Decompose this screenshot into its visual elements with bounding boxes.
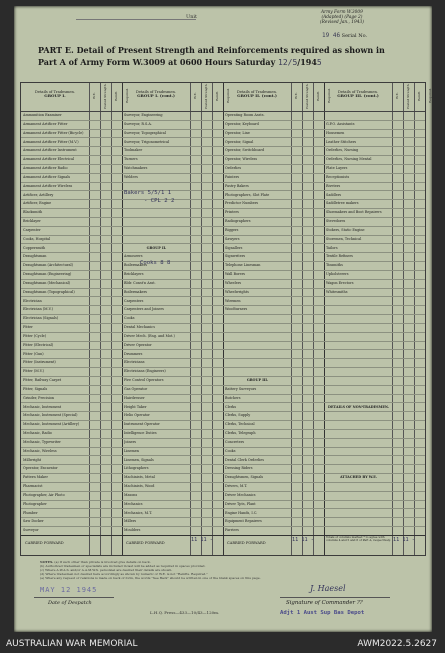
row-label: Boilermakers <box>124 289 147 294</box>
signature-label: Signature of Commander ?? <box>286 600 363 606</box>
row-label: Clerks <box>225 404 237 409</box>
row-label: Draughtsman (Topographical) <box>23 289 75 294</box>
sub-header: Posted Strength. <box>204 83 208 109</box>
form-sheet <box>14 6 432 632</box>
row-label: GROUP II. <box>146 245 167 250</box>
unit-label: Unit <box>186 14 198 20</box>
row-label: Wheelwrights <box>225 289 249 294</box>
row-label: Mechanic, Instrument (Special) <box>23 413 78 418</box>
row-label: Gas Operator <box>124 386 148 391</box>
title-part: PART E. <box>38 45 74 55</box>
row-label: Clerks, Telegraph <box>225 431 256 435</box>
row-label: Mechanics, M.T. <box>124 510 153 515</box>
row-label: ATTACHED BY W.E. <box>339 475 378 480</box>
strength-table <box>20 82 432 556</box>
carry-total-block-2: 11 11 - <box>191 537 213 543</box>
row-label: Coppersmith <box>23 245 46 250</box>
notes-block <box>40 560 400 580</box>
row-label: G.P.O. Assistants <box>326 121 355 126</box>
row-label: Bricklayer <box>23 219 41 223</box>
row-label: Joiners <box>124 439 137 444</box>
column-header-title: Details of Tradesmen. <box>337 90 379 94</box>
row-label: Farriers <box>225 528 239 533</box>
row-label: Drivers, M.T. <box>225 484 248 488</box>
sub-header: W.E. <box>193 92 197 100</box>
column-header-group: GROUP III. (cont.) <box>337 93 379 99</box>
row-label: Mechanic, Instrument <box>23 404 62 409</box>
despatch-line <box>34 597 114 598</box>
row-label: GROUP III. <box>246 378 269 382</box>
row-label: Woodturners <box>225 307 248 312</box>
row-label: Carpenter <box>23 227 41 232</box>
row-label: Armament Artificer Fitter <box>23 121 68 126</box>
column-header-title: Details of Tradesmen. <box>236 90 278 94</box>
sub-header: Reinft. Required. <box>417 88 432 104</box>
sub-header: Reinft. Required. <box>316 88 331 104</box>
row-label: Shoemakers and Boot Repairers <box>326 210 382 215</box>
row-label: Plumber <box>23 510 38 515</box>
row-label: Whitesmiths <box>326 289 348 294</box>
form-reference <box>320 10 364 25</box>
row-label: Instrument Operator <box>124 422 160 427</box>
row-label: Driver Mechanics <box>225 492 256 497</box>
row-label: Artificer, Artillery <box>23 192 54 197</box>
row-label: Blacksmith <box>23 210 43 215</box>
totals-note: Totals of columns marked * to agree with columns 4 and 5 and 6 of Part A, respectively. <box>326 535 391 543</box>
row-label: Machinists, Wood <box>124 484 155 488</box>
form-ref-line-2: (Adapted) (Page 2) <box>321 15 363 20</box>
row-label: Surveyor <box>23 528 39 533</box>
row-label: Lithographers <box>124 466 149 471</box>
row-label: Concreters <box>225 439 245 444</box>
sub-header: Reinft. Required. <box>215 88 230 104</box>
row-label: Armament Artificer Instrument <box>23 148 77 153</box>
row-label: Toolmaker <box>124 148 143 153</box>
row-label: Driver Operator <box>124 342 152 347</box>
adjutant-stamp: Adjt 1 Aust Sup Bas Depot <box>280 610 365 616</box>
title-line-2: Part A of Army Form W.3009 at 0600 Hours Saturday <box>38 57 276 67</box>
row-label: Electricians <box>124 360 145 365</box>
sub-header: W.E. <box>294 92 298 100</box>
row-label: Cooks <box>124 316 135 321</box>
row-label: Bldr. Const'n Asst. <box>124 280 156 285</box>
carried-forward-label: CARRIED FORWARD <box>126 541 165 545</box>
row-label: Wagon Erectors <box>326 280 354 285</box>
press-imprint: L.H.Q. Press—433—10/43—120m. <box>150 610 220 615</box>
footer-accession: AWM2022.5.2627 <box>357 639 437 649</box>
row-label: Photographers, Slot Plate <box>225 192 270 197</box>
row-label: Machinists, Metal <box>124 475 155 480</box>
note-c: (c) Where A.W.A.S. and/or A.A.M.W.S. personnel are desired their details are shown. <box>40 568 173 572</box>
row-label: Operator, Excavator <box>23 466 58 471</box>
sub-header: Reinft. Required. <box>114 88 129 104</box>
note-d: (d) Where tradesmen not desired here accordingly as shown by numeric or W.E. is not "Reinfts. Required." <box>40 572 208 576</box>
column-header-group: GROUP I. (cont.) <box>137 93 175 99</box>
row-label: Orderlies <box>225 166 242 170</box>
row-label: Draughtsman (Architectural) <box>23 263 73 268</box>
row-label: Fitter (Gun) <box>23 351 44 356</box>
row-label: Dental Mechanics <box>124 325 155 329</box>
row-label: Fitter, Signals <box>23 386 48 391</box>
row-label: Electrician (Signals) <box>23 316 59 321</box>
row-label: Operator, Line <box>225 130 250 135</box>
row-label: Fire Control Operators <box>124 378 164 382</box>
sub-header: W.E. <box>395 92 399 100</box>
column-header-title: Details of Tradesmen. <box>34 90 76 94</box>
column-header-group: GROUP II. (cont.) <box>237 93 277 99</box>
row-label: Height Taker <box>124 404 147 409</box>
row-label: Draughtsman (Engineering) <box>23 272 72 276</box>
row-label: Fitter (Instrument) <box>23 360 56 365</box>
row-label: Intelligence Duties <box>124 431 157 435</box>
notes-label: NOTES. <box>40 560 54 564</box>
row-label: Butchers <box>225 395 241 400</box>
row-label: Ammunition Examiner <box>23 113 62 117</box>
row-label: Boilermakers <box>124 263 147 268</box>
handwritten-bakers: Bakers 5/5/1 1 <box>124 189 172 196</box>
row-label: Dental Clerk Orderlies <box>225 457 265 462</box>
row-label: Armament Artificer Wireless <box>23 183 73 188</box>
row-label: Turners <box>124 157 138 162</box>
row-label: Engine Hands, I.C. <box>225 510 258 515</box>
row-label: Armourers <box>124 254 143 259</box>
row-label: Mechanic, Instrument (Artillery) <box>23 422 80 427</box>
row-label: Painters <box>225 174 240 179</box>
row-label: Draughtsman <box>23 254 47 259</box>
despatch-date-stamp: MAY 12 1945 <box>40 586 98 594</box>
row-label: Surveyor, R.S.A. <box>124 121 152 126</box>
row-label: Predictor Numbers <box>225 201 259 206</box>
row-label: Tailors <box>326 245 338 250</box>
form-ref-line-3: (Revised Jan., 1943) <box>320 20 364 25</box>
row-label: Saddletree makers <box>326 201 359 206</box>
row-label: Stevedores <box>326 219 346 223</box>
row-label: Operator, Keyboard <box>225 121 259 126</box>
unit-line <box>76 19 196 20</box>
row-label: Pastry Bakers <box>225 183 249 188</box>
row-label: Plate Layers <box>326 166 348 170</box>
row-label: Orderlies, Nursing Mental <box>326 157 372 162</box>
row-label: Receptionists <box>326 174 350 179</box>
row-label: Saddlers <box>326 192 342 197</box>
row-label: Draughtsmen, Signals <box>225 475 264 480</box>
row-label: Mechanic, Radio <box>23 431 52 435</box>
row-label: Operator, Signal <box>225 139 254 144</box>
row-label: Masons <box>124 492 138 497</box>
row-label: Draughtsman (Mechanical) <box>23 280 71 285</box>
row-label: Mechanics <box>124 501 143 506</box>
title-year-prefix: /194 <box>297 57 317 67</box>
row-label: Equipment Repairers <box>225 519 262 524</box>
row-label: Millwright <box>23 457 42 462</box>
sub-header: Posted Strength. <box>305 83 309 109</box>
serial-label: Serial No. <box>341 33 368 39</box>
row-label: Armament Artificer Fitter (M.V.) <box>23 139 79 144</box>
signature-line <box>280 597 390 598</box>
note-a: (a) If such other than private is involved give details on back. <box>54 560 151 564</box>
row-label: Dressing Riders <box>225 466 253 471</box>
row-label: Carpenters and Joiners <box>124 307 164 312</box>
row-label: Textile Refiners <box>326 254 353 259</box>
row-label: Drummers <box>124 351 143 356</box>
row-label: Operating Room Assts. <box>225 113 265 117</box>
row-label: Saw Docker <box>23 519 44 524</box>
row-label: Upholsterers <box>326 272 349 276</box>
row-label: Electrician <box>23 298 42 303</box>
column-header-title: Details of Tradesmen. <box>135 90 177 94</box>
footer-institution: AUSTRALIAN WAR MEMORIAL <box>6 639 138 649</box>
row-label: Battery Surveyors <box>225 386 257 391</box>
row-label: Surveyor, Trigonometrical <box>124 139 170 144</box>
row-label: Fitter, Railway Carpet <box>23 378 62 382</box>
row-label: Clerks, Supply <box>225 413 251 418</box>
row-label: Armament Artificer Radio <box>23 166 68 170</box>
row-label: Fitter <box>23 325 33 329</box>
row-label: Grinder, Precision <box>23 395 55 400</box>
row-label: Pharmacist <box>23 484 43 488</box>
row-label: Welders <box>124 174 138 179</box>
row-label: Orderlies, Nursing <box>326 148 359 153</box>
row-label: Riveters <box>326 183 341 188</box>
row-label: Cooks, Hospital <box>23 236 51 241</box>
row-label: Stokers, Static Engine <box>326 227 365 232</box>
row-label: Operator, Wireless <box>225 157 258 162</box>
row-label: Pattern Maker <box>23 475 48 480</box>
row-label: Driver Mech. (Eng. and Mot.) <box>124 333 175 338</box>
commander-signature: J. Haesel <box>310 584 346 593</box>
row-label: Armament Artificer Signals <box>23 174 71 179</box>
row-label: Armament Artificer Electrical <box>23 157 75 162</box>
title-line-1: Detail of Present Strength and Reinforcements required as shown in <box>76 45 385 55</box>
row-label: Surveyor, Engineering <box>124 113 163 117</box>
sub-header: W.E. <box>92 92 96 100</box>
serial-number <box>322 32 367 39</box>
row-label: Leather Stitchers <box>326 139 357 144</box>
handwritten-cooks: Cooks 8 8 <box>140 260 171 267</box>
note-b: (b) Authorized tradesmen or specialists are included in last will be added as required in spaces provided. <box>40 564 206 568</box>
row-label: Signallers <box>225 245 243 250</box>
row-label: DETAILS OF NON-TRADESMEN. <box>328 404 389 409</box>
note-e: (e) Where any request or relations is made on back of form, the words "See Back" should be written in one of the blank spaces on this page. <box>40 576 261 580</box>
carry-total-block-4: 11 11 - <box>393 537 415 543</box>
row-label: Printers <box>225 210 239 215</box>
row-label: Tinsmiths <box>326 263 343 268</box>
archive-footer <box>0 636 445 653</box>
row-label: Housemen <box>326 130 345 135</box>
handwritten-bakers-cpl: - CPL 2 2 <box>144 198 175 205</box>
sub-header: Posted Strength. <box>103 83 107 109</box>
serial-handwritten: 19 46 <box>322 32 341 39</box>
row-label: Hairdresser <box>124 395 145 400</box>
row-label: Mechanic, Wireless <box>23 448 57 453</box>
row-label: Storemen, Technical <box>326 236 362 241</box>
row-label: Moulders <box>124 528 141 533</box>
row-label: Mechanic, Typewriter <box>23 439 61 444</box>
row-label: Carpenters <box>124 298 144 303</box>
row-label: Electrician (M.V.) <box>23 307 53 312</box>
page-title <box>38 44 398 69</box>
row-label: Clerks, Technical <box>225 422 255 427</box>
row-label: Signwriters <box>225 254 246 259</box>
row-label: Wall Borers <box>225 272 245 276</box>
row-label: Millers <box>124 519 137 524</box>
row-label: Surveyor, Topographical <box>124 130 166 135</box>
row-label: Photographer <box>23 501 47 506</box>
form-ref-line-1: Army Form W.3009 <box>321 10 363 15</box>
carry-total-block-3: 11 11 - <box>292 537 314 543</box>
row-label: Electricians (Engineers) <box>124 369 166 374</box>
row-label: Artificer, Engine <box>23 201 52 206</box>
title-year-digit: 5 <box>316 58 322 67</box>
despatch-label: Date of Despatch <box>48 600 92 606</box>
column-header-group: GROUP I. <box>44 93 66 99</box>
row-label: Watchmakers <box>124 166 148 170</box>
row-label: Sawyers <box>225 236 240 241</box>
carried-forward-label: CARRIED FORWARD <box>227 541 266 545</box>
row-label: Linemen, Signals <box>124 457 154 462</box>
row-label: Telephone Linesman <box>225 263 261 268</box>
title-date: 12/5 <box>278 58 298 67</box>
row-label: Helio Operator <box>124 413 150 418</box>
row-label: Driver Tpts, Plant <box>225 501 256 506</box>
row-label: Radiographers <box>225 219 251 223</box>
row-label: Cooks <box>225 448 236 453</box>
row-label: Fitter (Electrical) <box>23 342 54 347</box>
row-label: Riggers <box>225 227 239 232</box>
row-label: Armament Artificer Fitter (Bicycle) <box>23 130 84 135</box>
row-label: Linemen <box>124 448 139 453</box>
row-label: Bricklayers <box>124 272 144 276</box>
row-label: Fitter (Cycle) <box>23 333 47 338</box>
row-label: Operator, Switchboard <box>225 148 265 153</box>
row-label: Wheelers <box>225 280 242 285</box>
carried-forward-label: CARRIED FORWARD <box>25 541 64 545</box>
row-label: Fitter (M.V.) <box>23 369 44 374</box>
row-label: Photographer, Air Photo <box>23 492 65 497</box>
sub-header: Posted Strength. <box>406 83 410 109</box>
row-label: Wiremen <box>225 298 241 303</box>
